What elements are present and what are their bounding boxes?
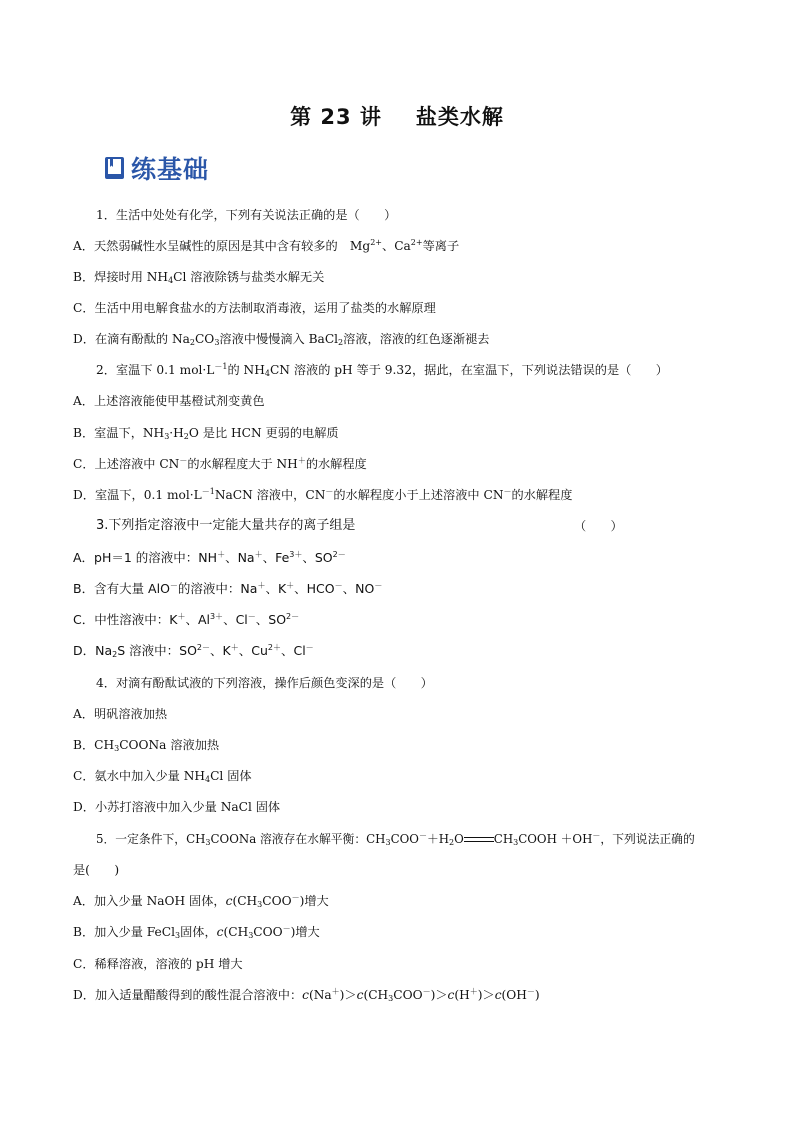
q2-option-a: A．上述溶液能使甲基橙试剂变黄色	[73, 394, 265, 408]
q3-option-d: D．$Na_2S$ 溶液中：$SO^{2-}$、K＋、$Cu^{2+}$、Cl－	[73, 643, 314, 659]
q5-option-b: B．加入少量 FeCl$_3$固体，$c(CH_3COO^-)$增大	[73, 924, 320, 940]
q1-option-a: A．天然弱碱性水呈碱性的原因是其中含有较多的 $Mg^{2+}$、$Ca^{2+}$等离子	[73, 238, 460, 253]
q1-stem: 1．生活中处处有化学，下列有关说法正确的是（ ）	[96, 208, 397, 222]
lecture-topic: 盐类水解	[415, 105, 504, 129]
q3-option-a: A．pH＝1 的溶液中：NH＋、Na＋、$Fe^{3+}$、$SO^{2-}$	[73, 550, 346, 565]
q3-stem: 3.下列指定溶液中一定能大量共存的离子组是	[96, 518, 356, 533]
section-label: 练基础	[131, 155, 210, 184]
q5-stem: 5．一定条件下，$CH_3COONa$ 溶液存在水解平衡：$CH_3COO^-+H_2O$ $CH_3COOH +OH^-$，下列说法正确的	[96, 831, 695, 847]
q4-stem: 4．对滴有酚酞试液的下列溶液，操作后颜色变深的是（ ）	[96, 676, 433, 690]
page-title	[0, 101, 794, 131]
q4-option-c: C．氨水中加入少量 $NH_4Cl$ 固体	[73, 769, 252, 784]
q5-stem-continued: 是( )	[73, 863, 120, 877]
q3-option-c: C．中性溶液中：K＋、$Al^{3+}$、Cl－、$SO^{2-}$	[73, 612, 300, 627]
q3-answer-paren: （ ）	[574, 519, 623, 533]
q1-option-c: C．生活中用电解食盐水的方法制取消毒液，运用了盐类的水解原理	[73, 301, 436, 315]
q3-option-b: B．含有大量 AlO－的溶液中：Na＋、K＋、HCO－、NO－	[73, 581, 383, 596]
equilibrium-arrow-icon	[464, 835, 494, 845]
q4-option-a: A．明矾溶液加热	[73, 707, 168, 721]
q1-option-d: D．在滴有酚酞的 $Na_2CO_3$溶液中慢慢滴入 BaCl$_2$溶液，溶液的红色逐渐褪去	[73, 332, 490, 347]
q2-stem: 2．室温下 0.1 $mol\cdot L^{-1}$的 $NH_4CN$ 溶液的 pH 等于 9.32，据此，在室温下，下列说法错误的是（ ）	[96, 362, 668, 378]
book-icon	[104, 156, 125, 180]
q1-option-b: B．焊接时用 $NH_4Cl$ 溶液除锈与盐类水解无关	[73, 270, 325, 285]
q4-option-d: D．小苏打溶液中加入少量 NaCl 固体	[73, 800, 281, 814]
section-heading	[104, 151, 209, 185]
lecture-number: 第 23 讲	[290, 105, 382, 129]
q2-option-d: D．室温下，0.1 $mol\cdot L^{-1}NaCN$ 溶液中，CN－的水解程度小于上述溶液中 CN－的水解程度	[73, 487, 573, 502]
q5-option-c: C．稀释溶液，溶液的 pH 增大	[73, 957, 243, 971]
q5-option-a: A．加入少量 NaOH 固体，$c(CH_3COO^-)$增大	[73, 893, 329, 909]
q2-option-b: B．室温下，$NH_3\cdot H_2O$ 是比 HCN 更弱的电解质	[73, 426, 339, 441]
q2-option-c: C．上述溶液中 CN－的水解程度大于 NH＋的水解程度	[73, 456, 367, 471]
q5-option-d: D．加入适量醋酸得到的酸性混合溶液中：$c(Na^+)>c(CH_3COO^-)>c(H^+)>c(OH^-)$	[73, 987, 540, 1003]
q4-option-b: B．$CH_3COONa$ 溶液加热	[73, 738, 220, 753]
